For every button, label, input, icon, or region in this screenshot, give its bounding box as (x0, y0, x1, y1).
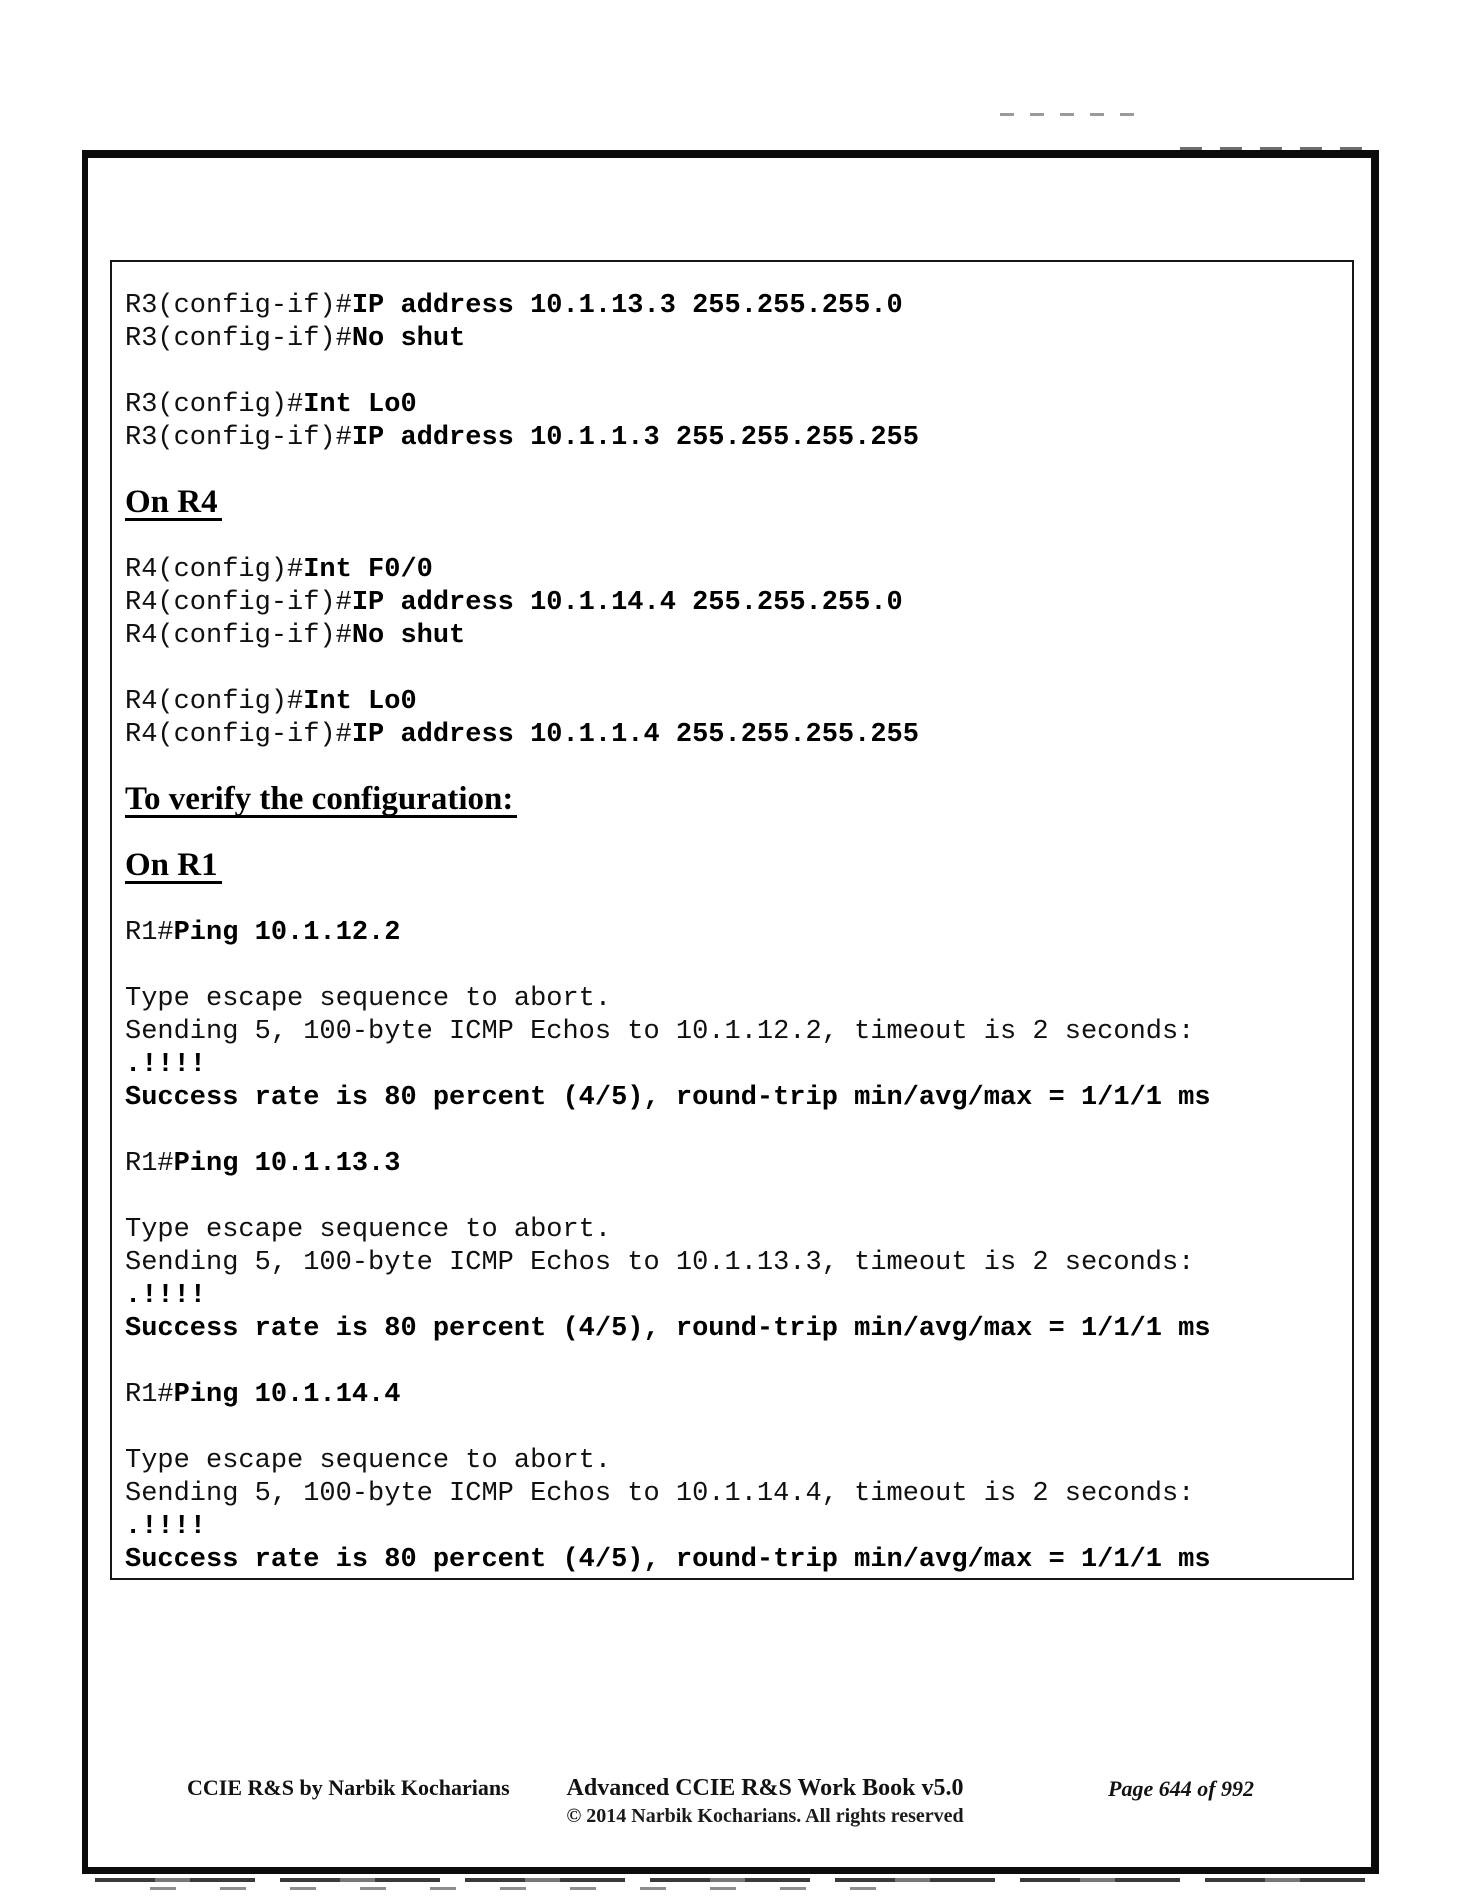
console-command-line (125, 422, 1344, 455)
console-prompt: R3(config)# (125, 390, 304, 420)
console-prompt: R4(config)# (125, 555, 304, 585)
console-output-line: .!!!! (125, 1512, 207, 1542)
console-output-line: Sending 5, 100-byte ICMP Echos to 10.1.12.2, timeout is 2 seconds: (125, 1017, 1195, 1047)
blank-line (125, 1412, 1344, 1445)
blank-line (125, 1346, 1344, 1379)
blank-line (125, 884, 1344, 917)
console-output-line: .!!!! (125, 1281, 207, 1311)
section-heading (125, 781, 1344, 818)
blank-line (125, 818, 1344, 851)
console-command-line (125, 323, 1344, 356)
console-command-text: Ping 10.1.13.3 (173, 1149, 401, 1179)
console-command-line (125, 1148, 1344, 1181)
scan-artifact (1000, 113, 1140, 116)
console-output-line: Type escape sequence to abort. (125, 1446, 612, 1476)
console-output-line: Success rate is 80 percent (4/5), round-trip min/avg/max = 1/1/1 ms (125, 1314, 1211, 1344)
scan-artifact (150, 1887, 910, 1890)
console-command-line (125, 719, 1344, 752)
console-prompt: R4(config)# (125, 687, 304, 717)
console-command-text: IP address 10.1.14.4 255.255.255.0 (351, 588, 903, 618)
footer-author: CCIE R&S by Narbik Kocharians (187, 1775, 510, 1800)
footer-page-number: Page 644 of 992 (1108, 1776, 1255, 1801)
blank-line (125, 521, 1344, 554)
console-output-line: Sending 5, 100-byte ICMP Echos to 10.1.14.4, timeout is 2 seconds: (125, 1479, 1195, 1509)
console-command-line (125, 587, 1344, 620)
console-command-text: No shut (351, 324, 466, 354)
footer-book-title: Advanced CCIE R&S Work Book v5.0 (566, 1775, 964, 1801)
console-command-text: No shut (351, 621, 466, 651)
console-output-line: Success rate is 80 percent (4/5), round-trip min/avg/max = 1/1/1 ms (125, 1083, 1211, 1113)
blank-line (125, 950, 1344, 983)
console-prompt: R1# (125, 918, 174, 948)
section-heading (125, 484, 1344, 521)
console-command-line (125, 290, 1344, 323)
section-heading (125, 847, 1344, 884)
console-output-line: Sending 5, 100-byte ICMP Echos to 10.1.13.3, timeout is 2 seconds: (125, 1248, 1195, 1278)
scan-artifact (95, 1878, 1375, 1882)
section-heading-text: On R4 (125, 488, 222, 521)
console-prompt: R3(config-if)# (125, 291, 352, 321)
blank-line (125, 1181, 1344, 1214)
console-command-line (125, 389, 1344, 422)
console-output-line: Success rate is 80 percent (4/5), round-trip min/avg/max = 1/1/1 ms (125, 1545, 1211, 1575)
console-command-text: IP address 10.1.1.4 255.255.255.255 (351, 720, 919, 750)
console-prompt: R1# (125, 1149, 174, 1179)
console-prompt: R3(config-if)# (125, 324, 352, 354)
console-prompt: R4(config-if)# (125, 588, 352, 618)
console-command-line (125, 917, 1344, 950)
console-prompt: R4(config-if)# (125, 621, 352, 651)
console-prompt: R4(config-if)# (125, 720, 352, 750)
console-output-line: Type escape sequence to abort. (125, 984, 612, 1014)
console-command-text: IP address 10.1.13.3 255.255.255.0 (351, 291, 903, 321)
blank-line (125, 356, 1344, 389)
console-command-text: Int Lo0 (303, 687, 417, 717)
console-box (110, 260, 1354, 1580)
footer-copyright: © 2014 Narbik Kocharians. All rights reserved (566, 1805, 964, 1827)
blank-line (125, 455, 1344, 488)
console-command-text: IP address 10.1.1.3 255.255.255.255 (351, 423, 919, 453)
console-command-text: Ping 10.1.12.2 (173, 918, 401, 948)
console-command-text: Ping 10.1.14.4 (173, 1380, 401, 1410)
console-command-line (125, 1379, 1344, 1412)
blank-line (125, 653, 1344, 686)
console-command-text: Int Lo0 (303, 390, 417, 420)
section-heading-text: On R1 (125, 851, 222, 884)
console-command-text: Int F0/0 (303, 555, 433, 585)
console-command-line (125, 554, 1344, 587)
console-output-line: .!!!! (125, 1050, 207, 1080)
console-output-line: Type escape sequence to abort. (125, 1215, 612, 1245)
console-command-line (125, 686, 1344, 719)
console-command-line (125, 620, 1344, 653)
section-heading-text: To verify the configuration: (125, 785, 517, 818)
console-prompt: R3(config-if)# (125, 423, 352, 453)
console-prompt: R1# (125, 1380, 174, 1410)
footer-center (500, 1775, 1030, 1828)
blank-line (125, 1115, 1344, 1148)
